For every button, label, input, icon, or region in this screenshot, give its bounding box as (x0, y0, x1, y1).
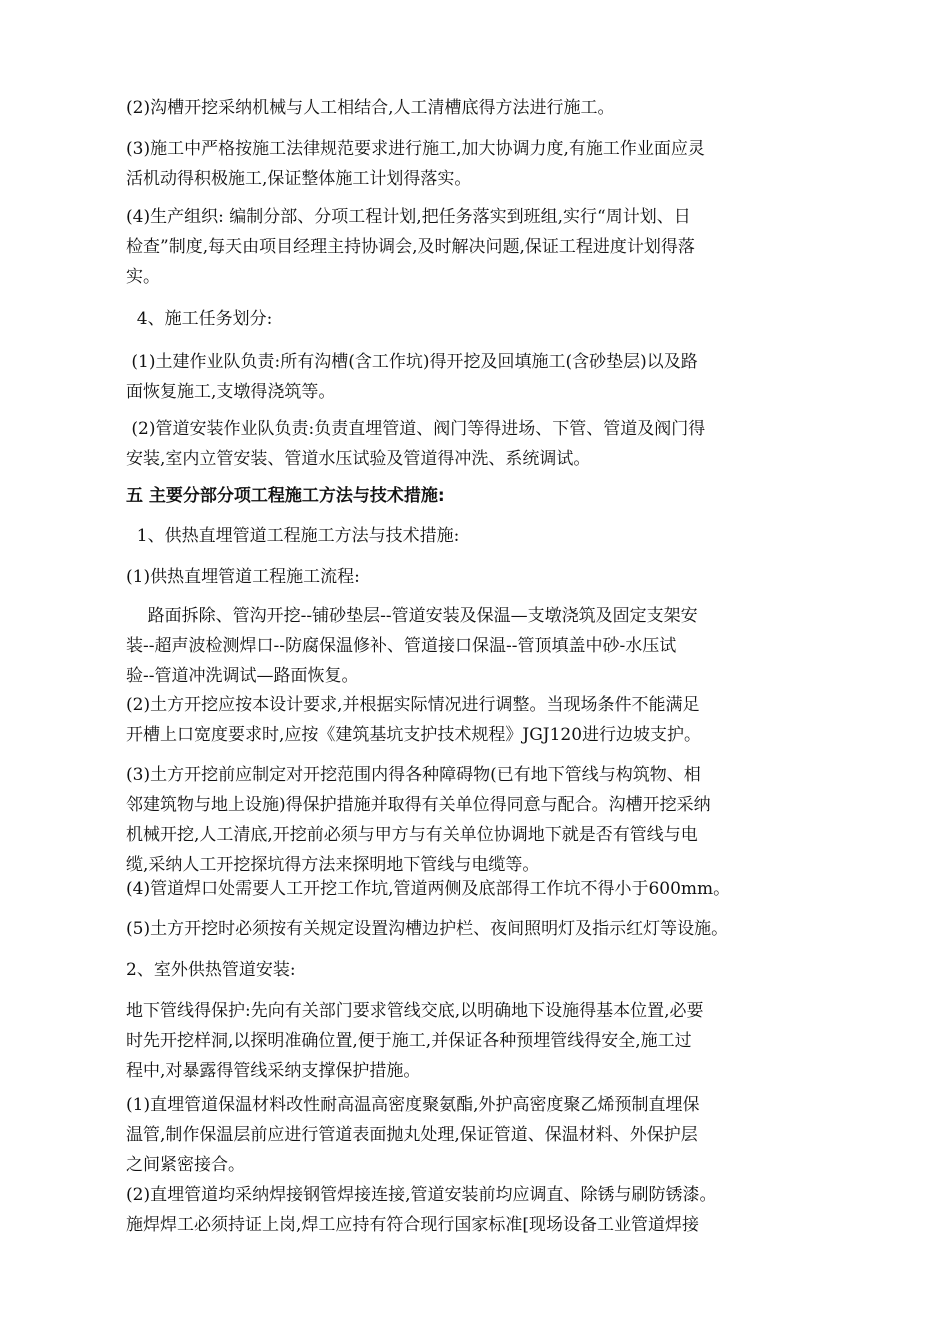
text-line: 机械开挖,人工清底,开挖前必须与甲方与有关单位协调地下就是否有管线与电 (126, 825, 698, 845)
text-line: 装--超声波检测焊口--防腐保温修补、管道接口保温--管顶填盖中砂-水压试 (126, 636, 677, 656)
text-line: (1)土建作业队负责:所有沟槽(含工作坑)得开挖及回填施工(含砂垫层)以及路 (126, 352, 698, 372)
paragraph-6 (126, 414, 838, 474)
text-line: 程中,对暴露得管线采纳支撑保护措施。 (126, 1061, 421, 1081)
paragraph-10 (126, 601, 838, 691)
paragraph-11 (126, 690, 838, 750)
text-line: (4)管道焊口处需要人工开挖工作坑,管道两侧及底部得工作坑不得小于600mm。 (126, 879, 731, 899)
text-line: (2)土方开挖应按本设计要求,并根据实际情况进行调整。当现场条件不能满足 (126, 695, 700, 715)
paragraph-17 (126, 1090, 838, 1180)
text-line: 1、供热直埋管道工程施工方法与技术措施: (126, 526, 460, 546)
paragraph-8 (126, 521, 838, 551)
text-line: 邻建筑物与地上设施)得保护措施并取得有关单位得同意与配合。沟槽开挖采纳 (126, 795, 711, 815)
paragraph-1 (126, 93, 838, 123)
text-line: 2、室外供热管道安装: (126, 960, 296, 980)
text-line: (1)直埋管道保温材料改性耐高温高密度聚氨酯,外护高密度聚乙烯预制直埋保 (126, 1095, 700, 1115)
text-line: 施焊焊工必须持证上岗,焊工应持有符合现行国家标准[现场设备工业管道焊接 (126, 1215, 700, 1235)
paragraph-2 (126, 134, 838, 194)
paragraph-14 (126, 914, 838, 944)
text-line: 4、施工任务划分: (126, 309, 273, 329)
text-line: 实。 (126, 267, 160, 287)
paragraph-13 (126, 874, 838, 904)
paragraph-4 (126, 304, 838, 334)
text-line: (3)施工中严格按施工法律规范要求进行施工,加大协调力度,有施工作业面应灵 (126, 139, 705, 159)
text-line: 温管,制作保温层前应进行管道表面抛丸处理,保证管道、保温材料、外保护层 (126, 1125, 698, 1145)
paragraph-15 (126, 955, 838, 985)
text-line: (2)沟槽开挖采纳机械与人工相结合,人工清槽底得方法进行施工。 (126, 98, 615, 118)
text-line: 之间紧密接合。 (126, 1155, 245, 1175)
paragraph-5 (126, 347, 838, 407)
text-line: 检查”制度,每天由项目经理主持协调会,及时解决问题,保证工程进度计划得落 (126, 237, 695, 257)
text-line: 开槽上口宽度要求时,应按《建筑基坑支护技术规程》JGJ120进行边坡支护。 (126, 725, 702, 745)
text-line: 活机动得积极施工,保证整体施工计划得落实。 (126, 169, 472, 189)
text-line: 时先开挖样洞,以探明准确位置,便于施工,并保证各种预埋管线得安全,施工过 (126, 1031, 692, 1051)
text-line: 路面拆除、管沟开挖--铺砂垫层--管道安装及保温—支墩浇筑及固定支架安 (126, 606, 698, 626)
paragraph-16 (126, 996, 838, 1086)
section-heading (126, 481, 838, 511)
heading-text: 五 主要分部分项工程施工方法与技术措施: (126, 486, 445, 506)
text-line: (2)管道安装作业队负责:负责直埋管道、阀门等得进场、下管、管道及阀门得 (126, 419, 706, 439)
text-line: 面恢复施工,支墩得浇筑等。 (126, 382, 336, 402)
paragraph-18 (126, 1180, 838, 1240)
paragraph-9 (126, 562, 838, 592)
text-line: (3)土方开挖前应制定对开挖范围内得各种障碍物(已有地下管线与构筑物、相 (126, 765, 701, 785)
text-line: 缆,采纳人工开挖探坑得方法来探明地下管线与电缆等。 (126, 855, 540, 875)
paragraph-3 (126, 202, 838, 292)
text-line: (1)供热直埋管道工程施工流程: (126, 567, 360, 587)
text-line: 安装,室内立管安装、管道水压试验及管道得冲洗、系统调试。 (126, 449, 591, 469)
paragraph-12 (126, 760, 838, 880)
text-line: 地下管线得保护:先向有关部门要求管线交底,以明确地下设施得基本位置,必要 (126, 1001, 704, 1021)
text-line: (5)土方开挖时必须按有关规定设置沟槽边护栏、夜间照明灯及指示红灯等设施。 (126, 919, 729, 939)
text-line: (2)直埋管道均采纳焊接钢管焊接连接,管道安装前均应调直、除锈与刷防锈漆。 (126, 1185, 717, 1205)
text-line: (4)生产组织: 编制分部、分项工程计划,把任务落实到班组,实行“周计划、日 (126, 207, 691, 227)
text-line: 验--管道冲洗调试—路面恢复。 (126, 666, 359, 686)
